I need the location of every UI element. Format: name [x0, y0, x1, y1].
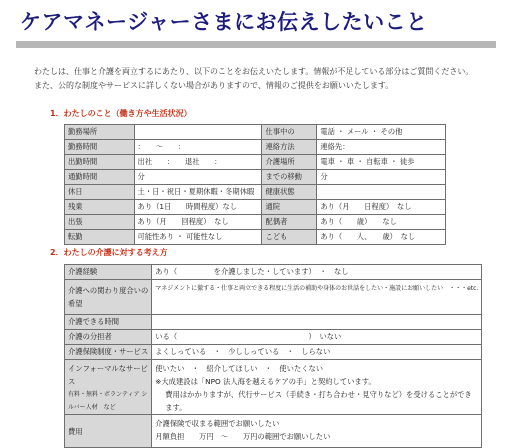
row-value: 出社 ： 退社 ： [134, 155, 262, 170]
row-label: 仕事中の [262, 125, 317, 140]
row-label: 配偶者 [262, 215, 317, 230]
care-time-label: 介護できる時間 [65, 315, 152, 330]
row-value: 連絡先： [317, 140, 446, 155]
work-life-row [65, 170, 446, 185]
section-1-heading: 1．わたしのこと（働き方や生活状況） [50, 109, 192, 118]
work-life-row [65, 125, 446, 140]
insurance-label: 介護保険制度・サービス [65, 345, 152, 360]
care-experience-label: 介護経験 [65, 265, 152, 280]
row-value: 分 [134, 170, 262, 185]
row-value: あり（ 歳） なし [317, 215, 446, 230]
informal-service-detail: 費用はかかりますが、代行サービス（手続き・打ち合わせ・見守りなど）を受けることができます。 [165, 390, 472, 412]
work-life-row [65, 155, 446, 170]
intro-line-1: わたしは、仕事と介護を両立するにあたり、以下のことをお伝えいたします。情報が不足している部分はご質問ください。 [34, 67, 474, 76]
row-label: 通勤時間 [65, 170, 135, 185]
page-title: ケアマネージャーさまにお伝えしたいこと [20, 10, 428, 34]
involvement-value: マネジメントに徹する・仕事と両立できる程度に生活の補助や身体のお世話をしたい・施設にお願いしたい ・・・etc. [155, 285, 479, 292]
informal-service-note: ※大成建設は「NPO 法人海を越えるケアの手」と契約しています。 [155, 377, 376, 386]
row-label: こども [262, 230, 317, 245]
work-life-row [65, 200, 446, 215]
row-label: 連絡方法 [262, 140, 317, 155]
row-value: あり（月 回程度） なし [134, 215, 262, 230]
cost-line-2: 月額負担 万円 〜 万円の範囲でお願いしたい [155, 432, 331, 441]
cost-line-1: 介護保険で収まる範囲でお願いしたい [155, 419, 280, 428]
row-label: 通院 [262, 200, 317, 215]
care-view-table [64, 264, 482, 448]
row-value: 分 [317, 170, 446, 185]
care-sharer-label: 介護の分担者 [65, 330, 152, 345]
row-value: あり（1日 時間程度）なし [134, 200, 262, 215]
involvement-label: 介護への関わり度合いの希望 [65, 280, 152, 315]
row-value [134, 125, 262, 140]
title-underline [16, 41, 496, 48]
row-label: 残業 [65, 200, 135, 215]
work-life-table [64, 124, 446, 245]
row-value [317, 185, 446, 200]
care-time-value [152, 315, 482, 330]
row-value: あり（ 人、 歳） なし [317, 230, 446, 245]
work-life-row [65, 185, 446, 200]
care-experience-value: あり（ を介護しました・しています） ・ なし [152, 265, 482, 280]
row-value: 電車 ・ 車 ・ 自転車 ・ 徒歩 [317, 155, 446, 170]
row-value: 電話 ・ メール ・ その他 [317, 125, 446, 140]
row-label: 出勤時間 [65, 155, 135, 170]
row-value: 可能性あり ・ 可能性なし [134, 230, 262, 245]
cost-label: 費用 [65, 415, 152, 448]
work-life-row [65, 140, 446, 155]
informal-service-sublabel: 有料・無料・ボランティア シルバー人材 など [68, 391, 148, 411]
row-value: 土・日・祝日・夏期休暇・冬期休暇 [134, 185, 262, 200]
row-value: ： 〜 ： [134, 140, 262, 155]
intro-line-2: また、公的な制度やサービスに詳しくない場合がありますので、情報のご提供をお願いいたします。 [34, 81, 394, 90]
row-label: 勤務時間 [65, 140, 135, 155]
row-label: 勤務場所 [65, 125, 135, 140]
row-label: 転勤 [65, 230, 135, 245]
intro-text [34, 65, 473, 93]
row-label: 介護場所 [262, 155, 317, 170]
work-life-row [65, 230, 446, 245]
section-2-heading: 2．わたしの介護に対する考え方 [50, 248, 168, 257]
insurance-value: よくしっている ・ 少ししっている ・ しらない [152, 345, 482, 360]
work-life-row [65, 215, 446, 230]
informal-service-label: インフォーマルなサービス [68, 364, 148, 386]
row-label: 健康状態 [262, 185, 317, 200]
row-label: 出張 [65, 215, 135, 230]
informal-service-choice: 使いたい ・ 紹介してほしい ・ 使いたくない [155, 364, 324, 373]
row-label: 休日 [65, 185, 135, 200]
row-label: までの移動 [262, 170, 317, 185]
row-value: あり（月 日程度） なし [317, 200, 446, 215]
care-sharer-value: いる（ ） いない [152, 330, 482, 345]
